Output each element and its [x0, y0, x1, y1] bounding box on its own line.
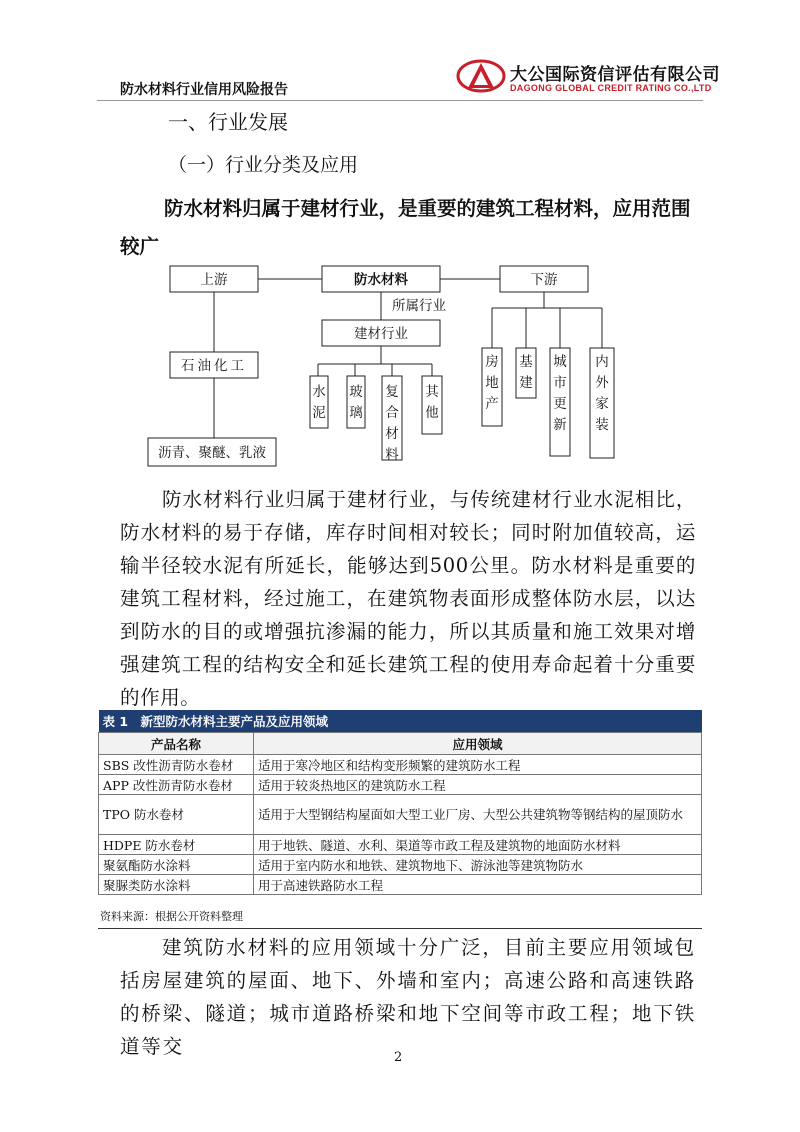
table-row: 聚氨酯防水涂料 适用于室内防水和地铁、建筑物地下、游泳池等建筑物防水	[99, 855, 702, 875]
dagong-logo-icon	[456, 58, 506, 94]
table-header: 应用领域	[254, 733, 702, 755]
center-label: 防水材料	[354, 272, 408, 288]
petro-label: 石油化工	[181, 358, 247, 374]
table-row: 聚脲类防水涂料 用于高速铁路防水工程	[99, 875, 702, 895]
products-table	[98, 710, 702, 895]
downstream-child-0: 房地产	[485, 354, 499, 412]
report-title: 防水材料行业信用风险报告	[120, 82, 288, 98]
industry-child-3: 其他	[425, 384, 439, 421]
industry-chain-diagram	[140, 262, 660, 472]
logo-company-cn: 大公国际资信评估有限公司	[510, 65, 720, 85]
industry-child-0: 水泥	[312, 384, 326, 421]
table-row: TPO 防水卷材 适用于大型钢结构屋面如大型工业厂房、大型公共建筑物等钢结构的屋顶防水	[99, 795, 702, 835]
table-row: APP 改性沥青防水卷材 适用于较炎热地区的建筑防水工程	[99, 775, 702, 795]
downstream-child-1: 基建	[519, 354, 533, 391]
industry-child-2: 复合材料	[385, 384, 399, 463]
downstream-child-2: 城市更新	[553, 354, 567, 433]
table-caption: 表 1 新型防水材料主要产品及应用领域	[99, 710, 702, 733]
body-paragraph-1: 防水材料行业归属于建材行业，与传统建材行业水泥相比，防水材料的易于存储，库存时间相对较长；同时附加值较高，运输半径较水泥有所延长，能够达到500公里。防水材料是重要的建筑工程材料，经过施工，在建筑物表面形成整体防水层，以达到防水的目的或增强抗渗漏的能力，所以其质量和施工效果对增强建筑工程的结构安全和延长建筑工程的使用寿命起着十分重要的作用。	[120, 488, 696, 709]
summary-heading: 防水材料归属于建材行业，是重要的建筑工程材料，应用范围较广	[120, 197, 691, 258]
upstream-label: 上游	[200, 272, 228, 288]
source-rule	[98, 928, 702, 929]
belongs-label: 所属行业	[392, 298, 446, 314]
page-number: 2	[394, 1050, 403, 1065]
section-heading: 一、行业发展	[168, 110, 288, 134]
table-row: HDPE 防水卷材 用于地铁、隧道、水利、渠道等市政工程及建筑物的地面防水材料	[99, 835, 702, 855]
industry-label: 建材行业	[354, 326, 408, 342]
logo-company-en: DAGONG GLOBAL CREDIT RATING CO.,LTD	[510, 83, 712, 93]
table-source: 资料来源：根据公开资料整理	[100, 910, 243, 923]
table-row: SBS 改性沥青防水卷材 适用于寒冷地区和结构变形频繁的建筑防水工程	[99, 755, 702, 775]
header-rule	[97, 100, 703, 101]
downstream-child-3: 内外家装	[595, 354, 609, 433]
table-header: 产品名称	[99, 733, 254, 755]
subsection-heading: （一）行业分类及应用	[168, 154, 359, 176]
downstream-label: 下游	[530, 272, 558, 288]
body-paragraph-2: 建筑防水材料的应用领域十分广泛，目前主要应用领域包括房屋建筑的屋面、地下、外墙和室内；高速公路和高速铁路的桥梁、隧道；城市道路桥梁和地下空间等市政工程；地下铁道等交	[120, 936, 696, 1058]
industry-child-1: 玻璃	[349, 384, 363, 421]
raw-materials-label: 沥青、聚醚、乳液	[158, 445, 266, 461]
